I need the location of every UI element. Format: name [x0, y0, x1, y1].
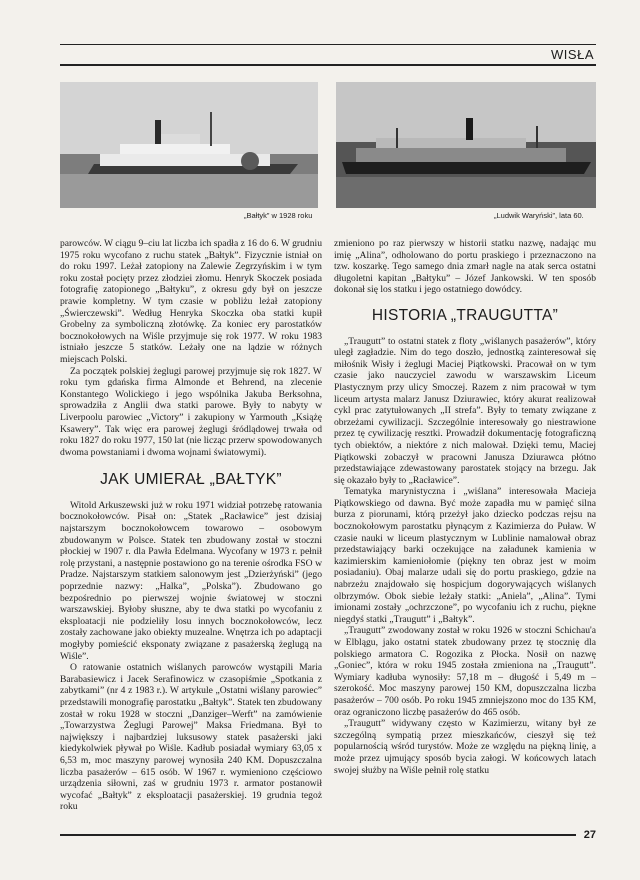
- photo-baltyk: [60, 82, 318, 208]
- article-column-right: [334, 238, 596, 776]
- paragraph: parowców. W ciągu 9–ciu lat liczba ich spadła z 16 do 6. W grudniu 1975 roku wycofano z ruchu statek „Bałtyk”. Fizycznie istniał on do roku 1997. Leżał zatopiony na Zalewie Zegrzyńskim i w tym roku został pocięty przez złodziei złomu. Henryk Skoczek posiada fotografię zatopionego „Bałtyku”, z okresu gdy był on jeszcze prawie kompletny. W tym czasie w pobliżu leżał zatopiony „Świerczewski”. Według Henryka Skoczka oba statki kupił Grobelny za symboliczną złotówkę. Za koniec ery parostatków bocznokołowych na Wiśle przyjmuje się rok 1977. W roku 1983 istniało jeszcze 5 statków. Leżały one na lądzie w różnych miejscach Polski.: [60, 238, 322, 365]
- steamship-illustration-baltyk: [60, 82, 318, 208]
- paragraph: „Traugutt” to ostatni statek z floty „wiślanych pasażerów”, który uległ zagładzie. Nim do tego doszło, jednostką zainteresował się miłośnik Wisły i żeglugi Maciej Piątkowski. Pracował on w tym czasie jako nauczyciel zawodu w warszawskim Liceum Plastycznym przy ulicy Smoczej. Razem z nim pracował w tym liceum artysta malarz Janusz Dziurawiec, który akurat realizował cykl prac zatytułowanych „II strefa”. Były to tematy związane z obrzeżami cywilizacji. Szczególnie interesowały go niestrawione przez tę cywilizację resztki. Prowadził dokumentację fotograficzną tych obiektów, a niektóre z nich malował. Dzięki temu, Maciej Piątkowski zobaczył w pracowni Janusza Dziurawca płótno przedstawiające zdewastowany parostatek stojący na brzegu. Jak się okazało były to „Racławice”.: [334, 335, 596, 486]
- section-heading-baltyk: JAK UMIERAŁ „BAŁTYK”: [100, 471, 282, 489]
- photo-caption-baltyk: „Bałtyk” w 1928 roku: [244, 211, 313, 220]
- section-heading-traugutt: HISTORIA „TRAUGUTTA”: [371, 306, 559, 324]
- paragraph: Za początek polskiej żeglugi parowej przyjmuje się rok 1827. W roku tym gdańska firma Almonde et Behrend, na zlecenie Konstantego Wolickiego i jego wspólnika Jakuba Berksohna, sprowadziła z Anglii dwa statki parowe. Były to nabyty w Liverpoolu parowiec „Victory” i zakupiony w Yarmouth „Książę Ksawery”. Tak więc era parowej żeglugi śródlądowej trwała od roku 1827 do roku 1977, 150 lat (nie licząc przerw spowodowanych dwoma powstaniami i dwoma wojnami światowymi).: [60, 365, 322, 458]
- steamship-illustration-warynski: [336, 82, 596, 208]
- article-column-left: [60, 238, 322, 813]
- paragraph: „Traugutt” zwodowany został w roku 1926 w stoczni Schichau'a w Elblągu, jako ostatni statek zbudowany przez tę stocznię dla polskiego armatora C. Rogozika z Płocka. Nosił on nazwę „Goniec”, która w roku 1945 została zmieniona na „Traugutt”. Wymiary kadłuba wynosiły: 57,18 m – długość i 5,49 m – szerokość. Moc maszyny parowej 150 KM, dopuszczalna liczba pasażerów – 700 osób. Po roku 1945 zmniejszono moc do 135 KM, oraz ograniczono liczbę pasażerów do 465 osób.: [334, 625, 596, 718]
- paragraph: Witold Arkuszewski już w roku 1971 widział potrzebę ratowania bocznokołowców. Pisał on: „Statek „Racławice” jest dzisiaj najstarszym bocznokołowcem towarowo – osobowym zbudowanym w Polsce. Statek ten zbudowany został w stoczni płockiej w 1907 r. dla Pawła Edelmana. Wycofany w 1973 r. pełnił rolę przystani, a następnie postawiono go na terenie ośrodka FSO w Pradze. Najstarszym statkiem salonowym jest „Dzierżyński” (jego poprzednie nazwy: „Halka”, „Polska”). Zbudowano go bezpośrednio po pierwszej wojnie światowej w stoczni warszawskiej. Byłoby słuszne, aby te dwa statki po wycofaniu z eksploatacji nie podzieliły losu innych bocznokołowców, lecz zostały zachowane jako obiekty muzealne. Wnętrza ich po adaptacji mogłyby pomieścić eksponaty związane z pasażerską żeglugą na Wiśle”.: [60, 499, 322, 662]
- paragraph: Tematyka marynistyczna i „wiślana” interesowała Macieja Piątkowskiego od dawna. Być może zapadła mu w pamięć silna burza z piorunami, którą przeżył jako dziecko podczas rejsu na bocznokołowym parostatku płynącym z Kazimierza do Puław. W czasie nauki w liceum plastycznym w Lublinie namalował obraz przedstawiający barki oczekujące na załadunek kamienia w kazimierskim kamieniołomie (piękny ten obraz jest w moim posiadaniu). Obaj malarze udali się do portu praskiego, gdzie na nabrzeżu znajdowało się hospicjum dogorywających wiślanych olbrzymów. Obok siebie leżały statki: „Aniela”, „Alina”. Tymi imionami zostały „ochrzczone”, po wycofaniu ich z ruchu, piękne niegdyś statki „Traugutt” i „Bałtyk”.: [334, 486, 596, 625]
- photo-ludwik-warynski: [336, 82, 596, 208]
- section-title: WISŁA: [551, 47, 594, 62]
- photo-caption-warynski: „Ludwik Waryński”, lata 60.: [494, 211, 584, 220]
- paragraph: „Traugutt” widywany często w Kazimierzu, witany był ze szczególną sympatią przez mieszkańców, cieszył się też popularnością wśród turystów. Może ze względu na piękną linię, a może przez ujmujący sposób bycia załogi. W końcowych latach swojej służby na Wiśle pełnił rolę statku: [334, 718, 596, 776]
- page-number: 27: [583, 829, 596, 841]
- paragraph: O ratowanie ostatnich wiślanych parowców wystąpili Maria Barabasiewicz i Jacek Serafinowicz w czasopiśmie „Spotkania z zabytkami” (nr 4 z 1983 r.). W artykule „Ostatni wiślany parowiec” przedstawili monografię parostatku „Bałtyk”. Statek ten zbudowany został w roku 1928 w stoczni „Danziger–Werft” na zamówienie „Towarzystwa Żeglugi Parowej” Maksa Friedmana. Był to największy i najbardziej luksusowy statek pasażerski jaki kiedykolwiek pływał po Wiśle. Kadłub posiadał wymiary 63,05 x 6,53 m, moc maszyny parowej wynosiła 240 KM. Dopuszczalna liczba pasażerów – 615 osób. W 1967 r. wymieniono częściowo urządzenia siłowni, zaś w grudniu 1973 r. armator postanowił wycofać „Bałtyk” z eksploatacji pasażerskiej. 19 grudnia tegoż roku: [60, 662, 322, 813]
- header-rule-top: [60, 44, 596, 45]
- header-rule-bottom: [60, 64, 596, 66]
- paragraph: zmieniono po raz pierwszy w historii statku nazwę, nadając mu imię „Alina”, odholowano do portu praskiego i przeznaczono na tzw. koszarkę. Tego samego dnia zmarł nagle na atak serca ostatni długoletni kapitan „Bałtyku” – Józef Jankowski. W ten sposób dokonał się los statku i jego ostatniego dowódcy.: [334, 238, 596, 296]
- footer-rule: [60, 834, 576, 836]
